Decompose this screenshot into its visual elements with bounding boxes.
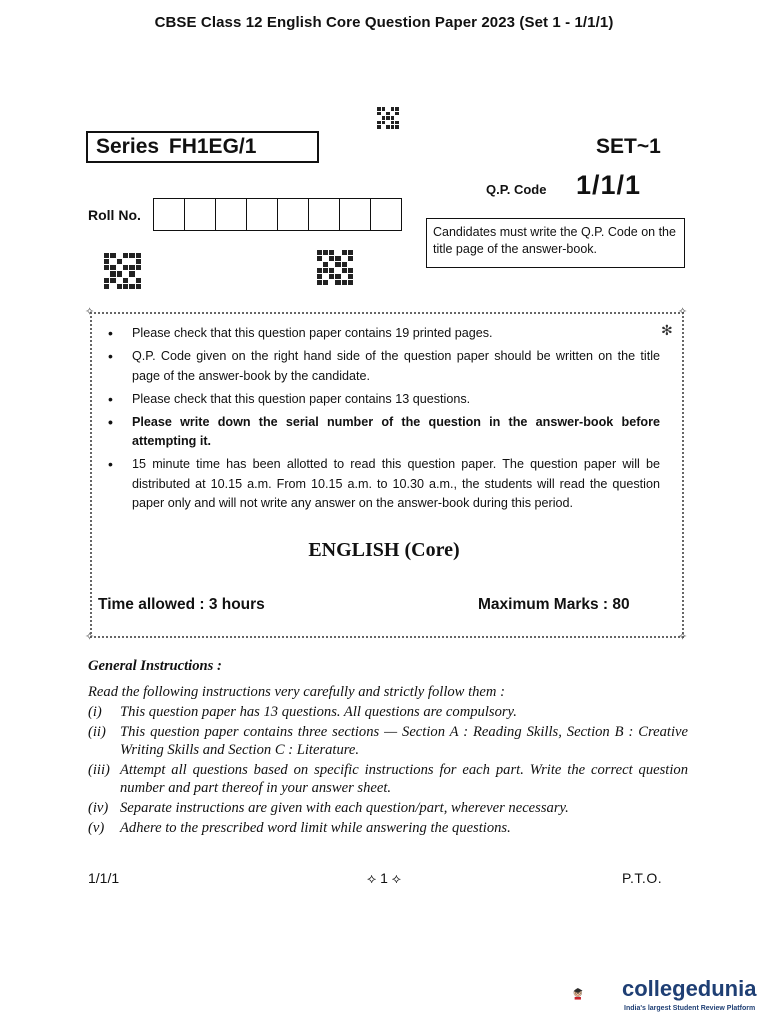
- roll-number-boxes: [153, 198, 402, 231]
- page-number: ⟡ 1 ⟡: [366, 870, 402, 886]
- pto-label: P.T.O.: [622, 870, 663, 886]
- ornament-icon: ✧: [85, 306, 95, 318]
- ornament-icon: ✧: [678, 306, 688, 318]
- ornament-icon: ✧: [85, 631, 95, 643]
- ornament-icon: ✧: [678, 631, 688, 643]
- roll-digit-box: [278, 199, 309, 230]
- page-header: CBSE Class 12 English Core Question Paper 2023 (Set 1 - 1/1/1): [154, 14, 614, 31]
- instruction-item: • 15 minute time has been allotted to read this question paper. The question paper will be distributed at 10.15 a.m. From 10.15 a.m. to 10.30 a.m., the students will read the question paper only and will not write any answer on the answer-book during this period.: [104, 455, 660, 514]
- general-instructions-heading: General Instructions :: [88, 658, 222, 674]
- asterisk-icon: ✻: [661, 322, 673, 338]
- instruction-item: • Please write down the serial number of the question in the answer-book before attempting it.: [104, 413, 660, 452]
- collegedunia-logo-icon: [572, 966, 622, 1020]
- item-text: Separate instructions are given with each question/part, wherever necessary.: [120, 800, 569, 816]
- roll-digit-box: [340, 199, 371, 230]
- roll-digit-box: [247, 199, 278, 230]
- roll-digit-box: [309, 199, 340, 230]
- roll-digit-box: [185, 199, 216, 230]
- subject-title: ENGLISH (Core): [308, 539, 460, 561]
- item-text: Attempt all questions based on specific instructions for each part. Write the correct question number and part thereof in your answer sheet.: [120, 762, 688, 796]
- time-allowed: Time allowed : 3 hours: [98, 596, 265, 613]
- item-number: (v): [88, 820, 105, 836]
- roll-digit-box: [216, 199, 247, 230]
- item-text: This question paper has 13 questions. All questions are compulsory.: [120, 704, 517, 720]
- item-number: (iii): [88, 762, 110, 778]
- general-instruction-item: [88, 819, 688, 837]
- item-text: Adhere to the prescribed word limit while answering the questions.: [120, 820, 511, 836]
- qr-code-icon: [377, 107, 399, 129]
- brand-name: collegedunia: [622, 976, 757, 1001]
- general-instruction-item: [88, 799, 688, 817]
- roll-digit-box: [371, 199, 402, 230]
- qp-code-value: 1/1/1: [576, 170, 642, 200]
- qp-code-label: Q.P. Code: [486, 182, 547, 197]
- instruction-list: [104, 324, 660, 517]
- set-label: SET~1: [596, 135, 661, 158]
- qr-code-icon: [104, 253, 141, 289]
- general-instructions-intro: Read the following instructions very carefully and strictly follow them :: [88, 684, 505, 700]
- item-number: (ii): [88, 724, 106, 740]
- instruction-item: • Q.P. Code given on the right hand side of the question paper should be written on the title page of the answer-book by the candidate.: [104, 347, 660, 386]
- footer-code: 1/1/1: [88, 870, 120, 886]
- general-instruction-item: [88, 761, 688, 797]
- general-instruction-item: [88, 723, 688, 759]
- general-instruction-item: [88, 703, 688, 721]
- qp-code-note: Candidates must write the Q.P. Code on the title page of the answer-book.: [426, 218, 685, 268]
- maximum-marks: Maximum Marks : 80: [478, 596, 630, 613]
- item-text: This question paper contains three sections — Section A : Reading Skills, Section B : Creative Writing Skills and Section C : Literature.: [120, 724, 688, 758]
- roll-digit-box: [154, 199, 185, 230]
- instruction-item: • Please check that this question paper contains 19 printed pages.: [104, 324, 660, 344]
- qr-code-icon: [317, 250, 353, 285]
- roll-number-label: Roll No.: [88, 207, 141, 223]
- general-instructions: [88, 658, 688, 839]
- series-label: Series FH1EG/1: [86, 131, 319, 163]
- instruction-item: • Please check that this question paper contains 13 questions.: [104, 390, 660, 410]
- item-number: (iv): [88, 800, 109, 816]
- item-number: (i): [88, 704, 102, 720]
- brand-tagline: India's largest Student Review Platform: [624, 1005, 756, 1012]
